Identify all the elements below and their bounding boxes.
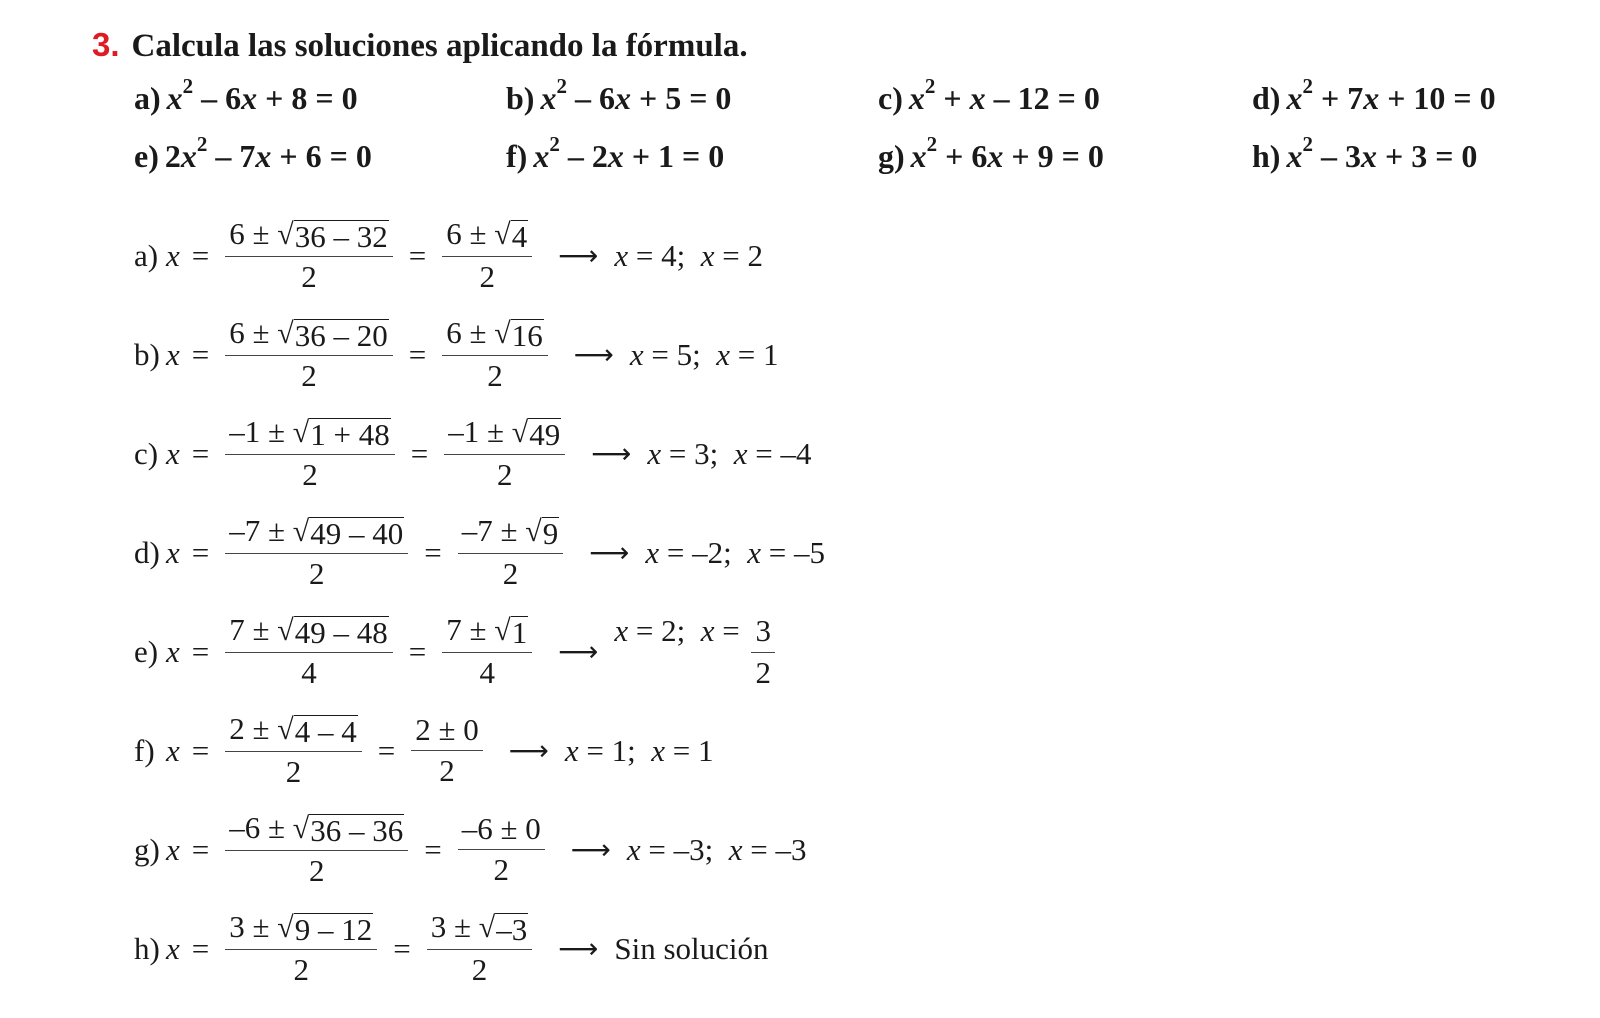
fraction-numerator: [225, 415, 394, 456]
result-fraction: [751, 614, 775, 689]
radicand: 9: [542, 515, 559, 551]
equation-label: c): [878, 80, 903, 116]
equation-variable: x: [1286, 80, 1303, 116]
fraction-numerator: [444, 415, 565, 456]
square-root: [277, 613, 388, 650]
variable: x: [166, 831, 180, 867]
solution-result: x = –3; x = –3: [626, 831, 807, 867]
equals-sign: =: [191, 633, 210, 669]
variable: x: [166, 633, 180, 669]
simplified-fraction: [442, 613, 532, 691]
arrow-right-icon: ⟶: [558, 239, 599, 272]
radicand: –3: [496, 911, 528, 947]
numerator-prefix: –7 ±: [461, 512, 526, 548]
equals-sign: =: [424, 831, 442, 867]
numerator-prefix: 2 ±: [229, 710, 278, 746]
equation-variable: x: [908, 80, 925, 116]
fraction-denominator: 2: [439, 753, 455, 788]
numerator-prefix: 7 ±: [446, 611, 495, 647]
fraction-denominator: 2: [308, 853, 325, 889]
equation-row: [134, 74, 1574, 138]
fraction-numerator: [442, 217, 532, 258]
equals-sign: =: [410, 435, 429, 471]
exponent: 2: [549, 132, 560, 157]
equation-variable: x: [533, 138, 550, 174]
equals-sign: =: [191, 930, 210, 966]
equation-label: a): [134, 80, 161, 116]
numerator-prefix: 7 ±: [229, 611, 278, 647]
radical-sign-icon: √: [494, 613, 511, 647]
square-root: [494, 217, 528, 254]
radicand: 16: [511, 317, 543, 353]
equation-c: [878, 74, 1100, 117]
equals-sign: =: [377, 732, 396, 768]
fraction-denominator: 4: [479, 655, 495, 691]
radicand: 1 + 48: [310, 416, 390, 452]
fraction-numerator: 3: [751, 614, 775, 652]
result-value: x = 5: [629, 336, 693, 372]
numerator-prefix: 6 ±: [446, 215, 495, 251]
equation-rest: – 2x + 1 = 0: [559, 138, 725, 174]
quadratic-formula-fraction: [225, 811, 408, 889]
result-value: x = –4: [733, 435, 812, 471]
arrow-right-icon: ⟶: [508, 734, 549, 767]
radicand: 4: [511, 218, 528, 254]
fraction-denominator: 2: [493, 852, 509, 887]
radical-sign-icon: √: [292, 811, 310, 845]
square-root: [277, 910, 373, 947]
equation-d: [1252, 74, 1496, 117]
solution-result: Sin solución: [614, 930, 769, 966]
quadratic-formula-fraction: [225, 712, 361, 790]
equation-label: d): [1252, 80, 1281, 116]
numerator-prefix: –6 ±: [229, 809, 293, 845]
numerator-prefix: 3 ±: [430, 908, 479, 944]
numerator-prefix: 3 ±: [229, 908, 278, 944]
equation-rest: + 6x + 9 = 0: [937, 138, 1104, 174]
equation-rest: – 6x + 5 = 0: [566, 80, 732, 116]
fraction-numerator: [225, 217, 392, 258]
fraction-denominator: 2: [301, 358, 317, 394]
radicand: 36 – 36: [310, 812, 404, 848]
fraction-denominator: 2: [755, 654, 771, 690]
equation-g: [878, 132, 1104, 175]
result-value: x = 2: [700, 237, 763, 273]
fraction-numerator: [225, 613, 392, 654]
fraction-numerator: [225, 712, 361, 753]
arrow-right-icon: ⟶: [558, 932, 599, 965]
equals-sign: =: [408, 237, 427, 273]
radical-sign-icon: √: [277, 910, 294, 944]
quadratic-formula-fraction: [225, 415, 394, 493]
simplified-fraction: [458, 514, 563, 592]
solution-list: [134, 206, 825, 998]
exponent: 2: [182, 74, 194, 99]
radicand: 49: [529, 416, 561, 452]
equation-rest: + x – 12 = 0: [935, 80, 1100, 116]
exercise-number: 3.: [92, 26, 120, 63]
equals-sign: =: [408, 633, 427, 669]
solution-label: e): [134, 633, 159, 669]
solution-result: x = 2; x = $\frac{3}{2}$: [614, 613, 779, 689]
solution-label: d): [134, 534, 160, 570]
radical-sign-icon: √: [525, 514, 542, 548]
variable: x: [166, 435, 180, 471]
solution-label: c): [134, 435, 159, 471]
equals-sign: =: [191, 336, 210, 372]
arrow-right-icon: ⟶: [570, 833, 611, 866]
equals-sign: =: [393, 930, 411, 966]
solution-e: [134, 602, 825, 701]
exponent: 2: [196, 132, 208, 157]
radicand: 1: [511, 614, 528, 650]
radicand: 4 – 4: [294, 713, 357, 749]
simplified-fraction: [444, 415, 565, 493]
radical-sign-icon: √: [511, 415, 529, 449]
result-value: x = 2: [614, 613, 677, 649]
equation-variable: x: [166, 80, 183, 116]
equation-coefficient: 2: [164, 138, 181, 174]
simplified-fraction: [442, 316, 547, 394]
radical-sign-icon: √: [277, 316, 294, 350]
quadratic-formula-fraction: [225, 910, 377, 988]
solution-label: b): [134, 336, 160, 372]
radicand: 36 – 32: [294, 218, 388, 254]
quadratic-formula-fraction: [225, 217, 392, 295]
equation-variable: x: [910, 138, 927, 174]
result-value: x = –2: [645, 534, 724, 570]
result-value: x = 3: [647, 435, 710, 471]
equals-sign: =: [191, 237, 210, 273]
square-root: [292, 811, 404, 848]
result-value: x = 1: [716, 336, 779, 372]
square-root: [277, 217, 388, 254]
equation-b: [506, 74, 732, 117]
fraction-denominator: 2: [293, 952, 309, 988]
fraction-denominator: 2: [301, 259, 317, 295]
numerator-prefix: 6 ±: [446, 314, 495, 350]
fraction-numerator: [225, 316, 392, 357]
solution-c: [134, 404, 825, 503]
simplified-fraction: [427, 910, 532, 988]
fraction-denominator: 2: [302, 457, 318, 493]
square-root: [277, 712, 357, 749]
arrow-right-icon: ⟶: [573, 338, 614, 371]
fraction-numerator: [225, 811, 408, 852]
square-root: [494, 613, 528, 650]
radicand: 49 – 48: [294, 614, 388, 650]
square-root: [478, 910, 528, 947]
equation-row: [134, 132, 1574, 196]
square-root: [511, 415, 561, 452]
radicand: 9 – 12: [294, 911, 373, 947]
exponent: 2: [1302, 132, 1313, 157]
fraction-numerator: –6 ± 0: [458, 812, 545, 850]
solution-result: x = –2; x = –5: [645, 534, 825, 570]
radical-sign-icon: √: [478, 910, 496, 944]
square-root: [494, 316, 543, 353]
radical-sign-icon: √: [494, 217, 511, 251]
variable: x: [166, 237, 180, 273]
equation-label: g): [878, 138, 905, 174]
numerator-prefix: –1 ±: [229, 413, 293, 449]
equation-rest: + 7x + 10 = 0: [1312, 80, 1496, 116]
fraction-numerator: [427, 910, 532, 951]
equation-label: f): [506, 138, 528, 174]
fraction-numerator: 2 ± 0: [411, 713, 483, 751]
numerator-prefix: –7 ±: [229, 512, 293, 548]
solution-d: [134, 503, 825, 602]
quadratic-formula-fraction: [225, 514, 408, 592]
exponent: 2: [924, 74, 936, 99]
equals-sign: =: [191, 831, 210, 867]
result-value: x = 1: [564, 732, 628, 768]
equation-label: b): [506, 80, 535, 116]
fraction-denominator: 2: [502, 556, 519, 592]
solution-f: [134, 701, 825, 800]
variable: x: [166, 930, 180, 966]
radicand: 49 – 40: [310, 515, 404, 551]
exercise-header: [92, 26, 748, 70]
equation-list: [134, 74, 1574, 196]
solution-result: x = 1; x = 1: [564, 732, 714, 768]
solution-g: [134, 800, 825, 899]
fraction-numerator: [442, 316, 547, 357]
radical-sign-icon: √: [277, 613, 294, 647]
result-value: x = –5: [747, 534, 825, 570]
variable: x: [166, 732, 180, 768]
fraction-numerator: [442, 613, 532, 654]
square-root: [525, 514, 559, 551]
result-value: x = 4: [614, 237, 677, 273]
quadratic-formula-fraction: [225, 613, 392, 691]
equation-e: [134, 132, 372, 175]
equation-rest: – 6x + 8 = 0: [193, 80, 358, 116]
solution-result: x = 3; x = –4: [647, 435, 812, 471]
radical-sign-icon: √: [292, 415, 310, 449]
solution-label: g): [134, 831, 160, 867]
simplified-fraction: [458, 812, 545, 887]
radical-sign-icon: √: [277, 712, 294, 746]
solution-b: [134, 305, 825, 404]
variable: x: [166, 336, 180, 372]
solution-result: x = 4; x = 2: [614, 237, 763, 273]
radicand: 36 – 20: [294, 317, 388, 353]
radical-sign-icon: √: [292, 514, 310, 548]
equals-sign: =: [424, 534, 442, 570]
simplified-fraction: [411, 713, 483, 788]
equation-rest: – 3x + 3 = 0: [1312, 138, 1478, 174]
equals-sign: =: [191, 435, 210, 471]
numerator-prefix: –1 ±: [448, 413, 512, 449]
exercise-title: Calcula las soluciones aplicando la fórmula.: [131, 28, 748, 64]
fraction-denominator: 4: [301, 655, 317, 691]
result-value: x = –3: [626, 831, 705, 867]
exponent: 2: [926, 132, 938, 157]
variable: x: [166, 534, 180, 570]
fraction-numerator: [225, 910, 377, 951]
solution-label: h): [134, 930, 160, 966]
quadratic-formula-fraction: [225, 316, 392, 394]
result-value: x = –3: [728, 831, 807, 867]
numerator-prefix: 6 ±: [229, 215, 278, 251]
radical-sign-icon: √: [277, 217, 294, 251]
equation-h: [1252, 132, 1478, 175]
arrow-right-icon: ⟶: [591, 437, 632, 470]
exponent: 2: [1302, 74, 1313, 99]
equals-sign: =: [408, 336, 427, 372]
result-value: x = 1: [651, 732, 714, 768]
equals-sign: =: [191, 732, 210, 768]
solution-label: f): [134, 732, 155, 768]
equals-sign: =: [191, 534, 210, 570]
square-root: [292, 415, 391, 452]
fraction-denominator: 2: [487, 358, 503, 394]
fraction-numerator: [225, 514, 408, 555]
fraction-denominator: 2: [479, 259, 495, 295]
numerator-prefix: 6 ±: [229, 314, 278, 350]
square-root: [277, 316, 388, 353]
solution-label: a): [134, 237, 159, 273]
solution-result: x = 5; x = 1: [629, 336, 779, 372]
fraction-denominator: 2: [496, 457, 513, 493]
arrow-right-icon: ⟶: [558, 635, 599, 668]
arrow-right-icon: ⟶: [589, 536, 630, 569]
equation-f: [506, 132, 725, 175]
simplified-fraction: [442, 217, 532, 295]
result-value: x =: [700, 613, 748, 649]
solution-a: [134, 206, 825, 305]
radical-sign-icon: √: [494, 316, 511, 350]
equation-a: [134, 74, 358, 117]
fraction-numerator: [458, 514, 563, 555]
equation-label: e): [134, 138, 159, 174]
fraction-denominator: 2: [471, 952, 488, 988]
equation-label: h): [1252, 138, 1281, 174]
equation-rest: – 7x + 6 = 0: [207, 138, 372, 174]
equation-variable: x: [1286, 138, 1303, 174]
fraction-denominator: 2: [285, 754, 302, 790]
equation-variable: x: [540, 80, 557, 116]
square-root: [292, 514, 404, 551]
exponent: 2: [556, 74, 567, 99]
fraction-denominator: 2: [308, 556, 325, 592]
equation-variable: x: [180, 138, 197, 174]
solution-h: [134, 899, 825, 998]
